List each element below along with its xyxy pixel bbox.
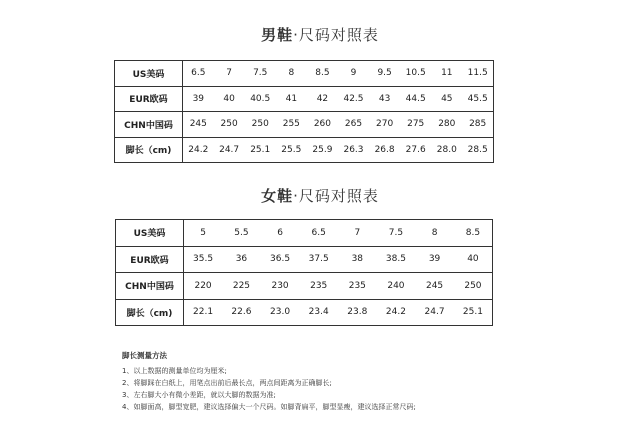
method-line: 4、如脚面高，脚型宽肥，建议选择偏大一个尺码。如脚背扁平，脚型显瘦，建议选择正常尺码; [122,403,416,411]
size-cell: 235 [299,273,338,300]
size-cell: 40.5 [245,86,276,112]
row-header: US美码 [116,220,184,247]
size-cell: 270 [369,112,400,138]
size-cell: 245 [415,273,454,300]
size-cell: 22.1 [184,299,223,326]
men-title-suffix: ·尺码对照表 [293,26,379,44]
size-cell: 38 [338,246,377,273]
size-cell: 260 [307,112,338,138]
size-cell: 235 [338,273,377,300]
size-cell: 45.5 [462,86,493,112]
size-cell: 265 [338,112,369,138]
women-title-suffix: ·尺码对照表 [293,187,379,205]
size-cell: 37.5 [299,246,338,273]
size-cell: 36.5 [261,246,300,273]
size-cell: 24.7 [214,137,245,163]
size-cell: 6 [261,220,300,247]
size-cell: 8.5 [307,61,338,87]
size-cell: 23.0 [261,299,300,326]
size-cell: 39 [183,86,214,112]
size-cell: 8 [276,61,307,87]
method-title: 脚长测量方法 [122,351,167,360]
method-line: 1、以上数据的测量单位均为厘米; [122,367,227,375]
size-cell: 28.5 [462,137,493,163]
row-header: CHN中国码 [115,112,183,138]
size-cell: 24.2 [377,299,416,326]
size-cell: 8.5 [454,220,493,247]
men-size-table [114,60,494,163]
size-cell: 5.5 [222,220,261,247]
row-header: EUR欧码 [116,246,184,273]
size-row [116,273,493,300]
size-cell: 39 [415,246,454,273]
size-cell: 23.8 [338,299,377,326]
size-cell: 280 [431,112,462,138]
size-cell: 7.5 [377,220,416,247]
size-cell: 36 [222,246,261,273]
size-cell: 9 [338,61,369,87]
size-cell: 44.5 [400,86,431,112]
size-cell: 10.5 [400,61,431,87]
size-row [115,86,494,112]
size-cell: 225 [222,273,261,300]
size-cell: 250 [245,112,276,138]
size-cell: 11.5 [462,61,493,87]
size-cell: 240 [377,273,416,300]
men-title-main: 男鞋 [261,26,294,44]
row-header: US美码 [115,61,183,87]
size-row [115,112,494,138]
measurement-method [122,350,622,413]
row-header: EUR欧码 [115,86,183,112]
size-cell: 25.1 [245,137,276,163]
size-cell: 250 [454,273,493,300]
size-cell: 5 [184,220,223,247]
size-cell: 42 [307,86,338,112]
size-cell: 8 [415,220,454,247]
size-row [116,220,493,247]
size-cell: 7 [214,61,245,87]
size-cell: 42.5 [338,86,369,112]
size-cell: 6.5 [183,61,214,87]
size-cell: 285 [462,112,493,138]
size-cell: 43 [369,86,400,112]
size-cell: 27.6 [400,137,431,163]
men-chart-title [0,24,640,45]
size-cell: 24.7 [415,299,454,326]
women-title-main: 女鞋 [261,187,294,205]
size-cell: 35.5 [184,246,223,273]
size-cell: 23.4 [299,299,338,326]
size-row [115,61,494,87]
row-header: 脚长（cm) [116,299,184,326]
size-cell: 255 [276,112,307,138]
women-size-table [115,219,493,326]
row-header: 脚长（cm) [115,137,183,163]
size-cell: 28.0 [431,137,462,163]
size-cell: 26.3 [338,137,369,163]
size-cell: 38.5 [377,246,416,273]
size-cell: 25.1 [454,299,493,326]
size-cell: 230 [261,273,300,300]
size-cell: 7.5 [245,61,276,87]
method-line: 2、将脚踩在白纸上，用笔点出前后最长点，两点间距离为正确脚长; [122,379,332,387]
size-cell: 275 [400,112,431,138]
size-cell: 6.5 [299,220,338,247]
size-cell: 26.8 [369,137,400,163]
size-cell: 9.5 [369,61,400,87]
row-header: CHN中国码 [116,273,184,300]
size-row [116,246,493,273]
size-cell: 245 [183,112,214,138]
size-cell: 45 [431,86,462,112]
size-cell: 11 [431,61,462,87]
size-row [115,137,494,163]
size-cell: 41 [276,86,307,112]
size-cell: 25.9 [307,137,338,163]
women-chart-title [0,185,640,206]
size-cell: 24.2 [183,137,214,163]
size-cell: 22.6 [222,299,261,326]
size-row [116,299,493,326]
size-cell: 250 [214,112,245,138]
size-cell: 25.5 [276,137,307,163]
method-line: 3、左右脚大小有微小差距，就以大脚的数据为准; [122,391,276,399]
size-cell: 40 [214,86,245,112]
size-cell: 220 [184,273,223,300]
size-cell: 40 [454,246,493,273]
size-cell: 7 [338,220,377,247]
